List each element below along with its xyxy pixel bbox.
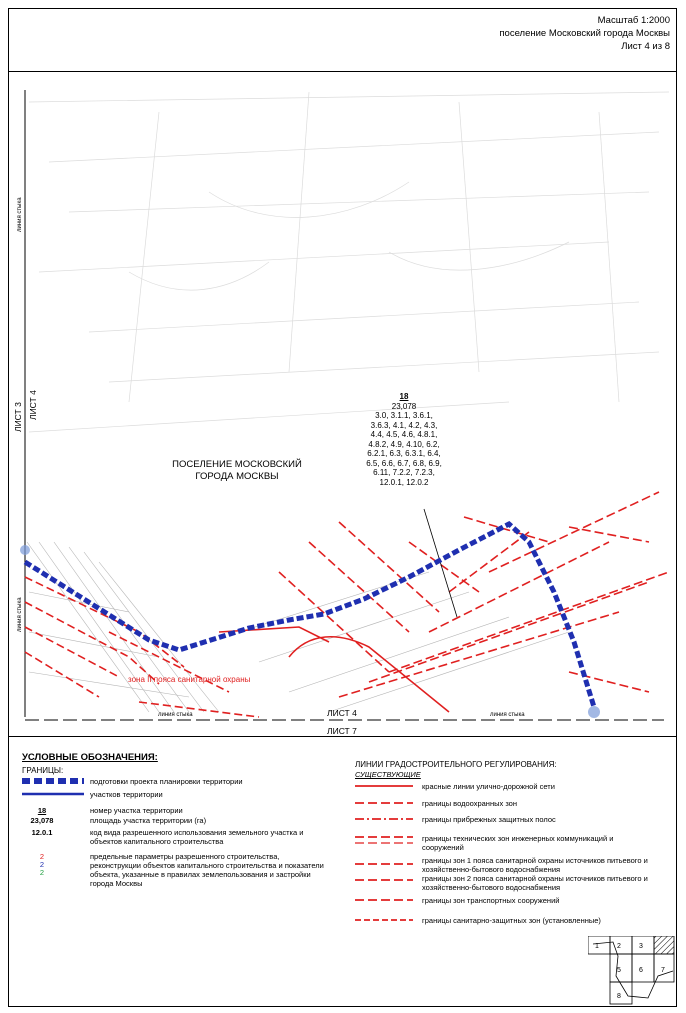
scale-text: Масштаб 1:2000 — [597, 15, 670, 26]
sheet-key-map — [588, 936, 678, 1006]
keymap-cell-6: 6 — [639, 967, 643, 974]
keymap-cell-2: 2 — [617, 943, 621, 950]
sheet4-left-label: ЛИСТ 4 — [28, 390, 38, 420]
legend-item-sanitary-zone-2: границы зон 2 пояса санитарной охраны источников питьевого и хозяйственно-бытового водоснабжения — [422, 874, 648, 892]
legend-item-sanitary-protection: границы санитарно-защитных зон (установленные) — [422, 916, 601, 925]
legend-item-red-lines: красные линии улично-дорожной сети — [422, 782, 555, 791]
legend-sample-code: 12.0.1 — [31, 828, 53, 837]
legend-params-desc: предельные параметры разрешенного строительства, реконструкции объектов капитального строительства и показатели объекта, указанные в правилах землепользования и застройки города Москвы — [90, 852, 324, 888]
plot-area: 23,078 — [391, 401, 417, 411]
dashed-blue-symbol — [22, 776, 84, 786]
plot-code-line: 6.2.1, 6.3, 6.3.1, 6.4, — [367, 449, 441, 458]
legend-code-desc: код вида разрешенного использования земельного участка и объектов капитального строительства — [90, 828, 304, 846]
keymap-cell-7: 7 — [661, 967, 665, 974]
settlement-text: поселение Московский города Москвы — [499, 28, 670, 39]
legend-item-water-zones: границы водоохранных зон — [422, 799, 517, 808]
sheet7-label: ЛИСТ 7 — [327, 726, 357, 736]
borders-heading: ГРАНИЦЫ: — [22, 766, 64, 775]
background-topography — [29, 92, 669, 432]
map-legend-divider — [8, 736, 677, 737]
plot-code-line: 6.11, 7.2.2, 7.2.3, — [373, 468, 435, 477]
plot-code-line: 4.8.2, 4.9, 4.10, 6.2, — [368, 439, 440, 449]
solid-blue-symbol — [22, 791, 84, 797]
legend-item-technical-zones: границы технических зон инженерных коммуникаций и сооружений — [422, 834, 614, 852]
stitch-line-label-mid: линия стыка — [17, 597, 23, 632]
plot-code-line: 4.4, 4.5, 4.6, 4.8.1, — [370, 430, 438, 439]
stitch-line-label-bottom-left: линия стыка — [158, 712, 193, 718]
plot-18-label — [349, 392, 459, 487]
keymap-cell-3: 3 — [639, 943, 643, 950]
legend-number-desc: номер участка территории — [90, 806, 183, 815]
legend-item-transport-zones: границы зон транспортных сооружений — [422, 896, 560, 905]
plot-code-line: 6.5, 6.6, 6.7, 6.8, 6.9, — [366, 458, 442, 468]
legend-item-sanitary-zone-1: границы зон 1 пояса санитарной охраны источников питьевого и хозяйственно-бытового водоснабжения — [422, 856, 648, 874]
regulation-heading: ЛИНИИ ГРАДОСТРОИТЕЛЬНОГО РЕГУЛИРОВАНИЯ: — [355, 760, 557, 769]
planning-boundary — [25, 524, 594, 707]
legend-dashed-blue-text: подготовки проекта планировки территории — [90, 777, 243, 786]
map-canvas — [9, 72, 676, 732]
settlement-map-label: ПОСЕЛЕНИЕ МОСКОВСКИЙ ГОРОДА МОСКВЫ — [172, 459, 302, 482]
plot-leader-line — [424, 509, 457, 617]
legend-digit-green: 2 — [39, 868, 45, 877]
stitch-line-label-top: линия стыка — [17, 197, 23, 232]
keymap-cell-5: 5 — [617, 967, 621, 974]
plot-code-line: 3.6.3, 4.1, 4.2, 4.3, — [370, 420, 438, 430]
existing-heading: СУЩЕСТВУЮЩИЕ — [355, 770, 421, 779]
legend-item-coastal-strips: границы прибрежных защитных полос — [422, 815, 556, 824]
plot-number: 18 — [399, 392, 409, 401]
legend-sample-area: 23,078 — [30, 816, 54, 825]
legend-title: УСЛОВНЫЕ ОБОЗНАЧЕНИЯ: — [22, 752, 158, 763]
stitch-line-label-bottom-right: линия стыка — [490, 712, 525, 718]
keymap-cell-8: 8 — [617, 993, 621, 1000]
sheet-header — [499, 14, 670, 53]
boundary-marker — [20, 545, 30, 555]
sheet4-bottom-label: ЛИСТ 4 — [327, 708, 357, 718]
sheet-number-text: Лист 4 из 8 — [621, 41, 670, 52]
legend-solid-blue-text: участков территории — [90, 790, 163, 799]
regulation-symbols — [355, 782, 415, 930]
keymap-cell-1: 1 — [595, 943, 599, 950]
legend-sample-number: 18 — [37, 806, 47, 815]
plot-code-line: 12.0.1, 12.0.2 — [379, 477, 429, 487]
legend-digit-blue: 2 — [39, 860, 45, 869]
boundary-marker — [588, 706, 600, 718]
sheet3-label: ЛИСТ 3 — [13, 402, 23, 432]
legend-area-desc: площадь участка территории (га) — [90, 816, 207, 825]
legend-digit-red: 2 — [39, 852, 45, 861]
plot-code-line: 3.0, 3.1.1, 3.6.1, — [375, 411, 433, 420]
sanitary-zone-label: зона II пояса санитарной охраны — [128, 675, 251, 684]
